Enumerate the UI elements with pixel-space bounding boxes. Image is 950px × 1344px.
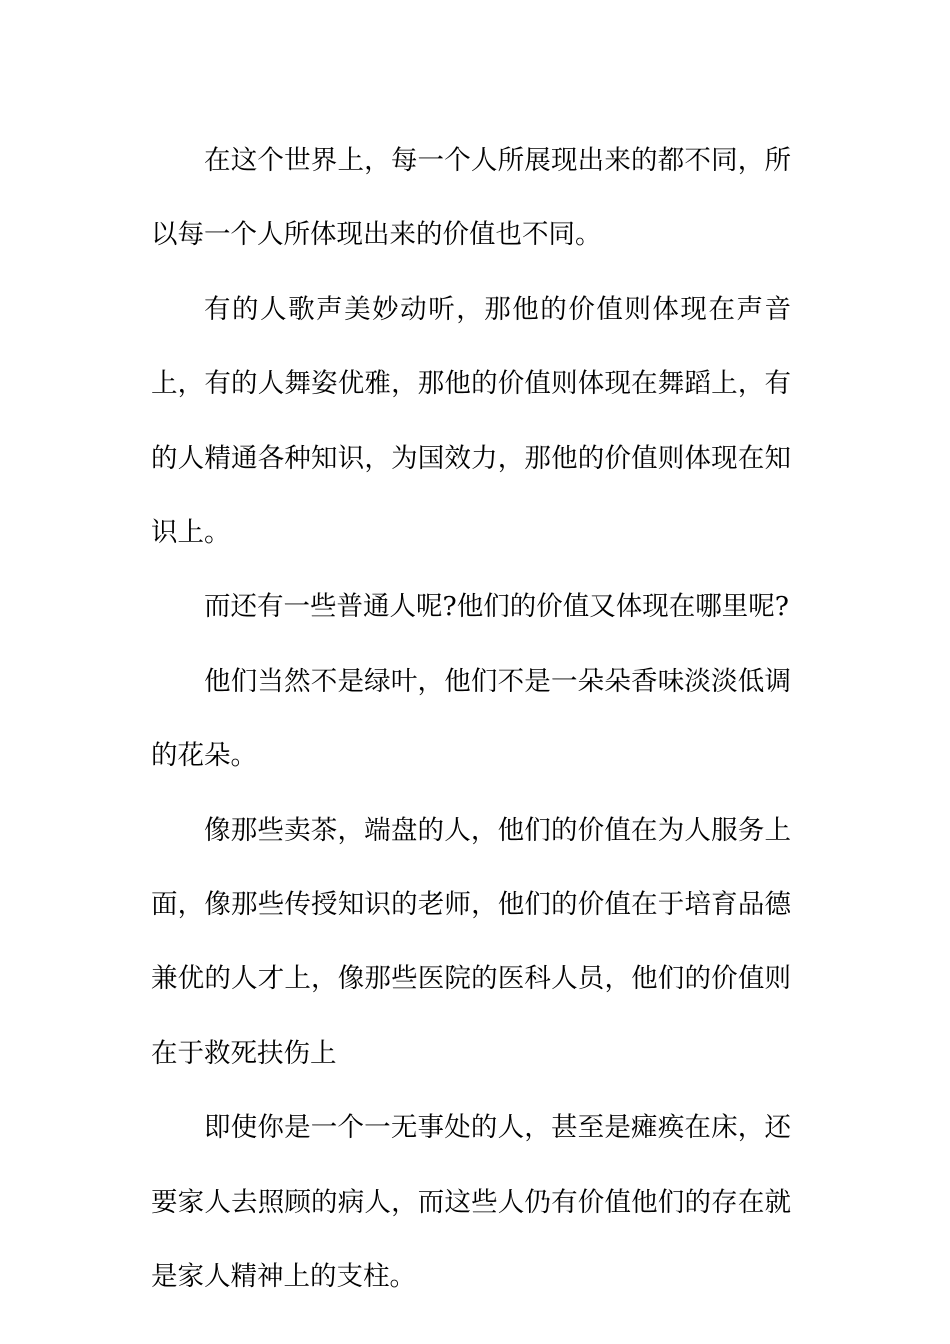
paragraph-5: 像那些卖茶，端盘的人，他们的价值在为人服务上面，像那些传授知识的老师，他们的价值在于培育品德兼优的人才上，像那些医院的医科人员，他们的价值则在于救死扶伤上 <box>151 814 791 1069</box>
document-body <box>151 124 791 1315</box>
paragraph-1: 在这个世界上，每一个人所展现出来的都不同，所以每一个人所体现出来的价值也不同。 <box>151 145 791 251</box>
paragraph-4: 他们当然不是绿叶，他们不是一朵朵香味淡淡低调的花朵。 <box>151 665 791 772</box>
paragraph-6: 即使你是一个一无事处的人，甚至是瘫痪在床，还要家人去照顾的病人，而这些人仍有价值他们的存在就是家人精神上的支柱。 <box>151 1112 791 1293</box>
paragraph-2: 有的人歌声美妙动听，那他的价值则体现在声音上，有的人舞姿优雅，那他的价值则体现在舞蹈上，有的人精通各种知识，为国效力，那他的价值则体现在知识上。 <box>151 293 791 549</box>
paragraph-3: 而还有一些普通人呢?他们的价值又体现在哪里呢? <box>204 591 789 623</box>
